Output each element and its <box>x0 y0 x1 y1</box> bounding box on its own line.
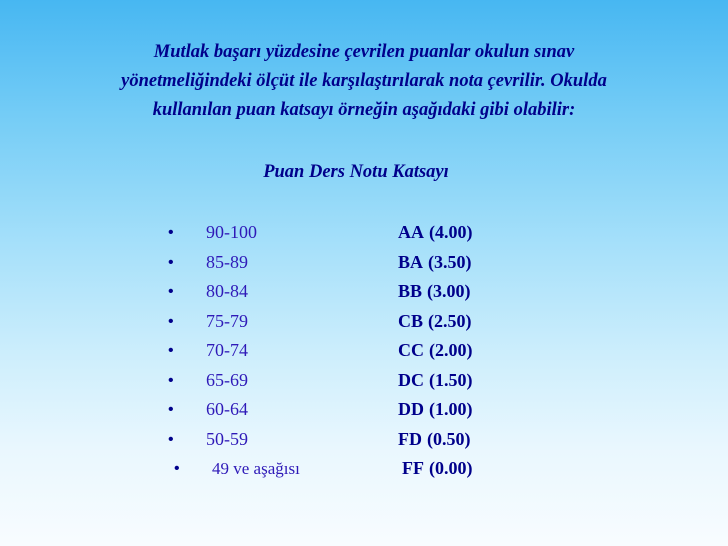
letter-grade-code: BA <box>398 251 424 272</box>
score-range: 75-79 <box>206 310 248 331</box>
bullet-icon: • <box>168 401 174 418</box>
letter-grade <box>398 218 473 248</box>
grade-row <box>168 454 528 484</box>
bullet-icon: • <box>168 371 174 389</box>
grade-row <box>168 277 528 307</box>
grade-coefficient: (2.00) <box>429 340 473 360</box>
grade-row <box>168 307 528 337</box>
bullet-icon: • <box>168 312 174 330</box>
bullet-icon: • <box>168 224 174 241</box>
letter-grade <box>398 248 472 278</box>
grade-coefficient: (0.50) <box>427 428 471 449</box>
bullet-icon: • <box>168 283 174 300</box>
grade-coefficient: (0.00) <box>429 458 473 478</box>
intro-paragraph <box>30 38 698 125</box>
grade-coefficient: (2.50) <box>428 310 472 331</box>
bullet-icon: • <box>168 342 174 359</box>
grade-row <box>168 336 528 366</box>
grade-row <box>168 366 528 396</box>
grade-row <box>168 218 528 248</box>
bullet-icon: • <box>174 460 180 477</box>
grade-coefficient: (1.00) <box>429 399 473 419</box>
grade-coefficient: (3.50) <box>428 251 472 272</box>
score-range: 70-74 <box>206 340 248 360</box>
grade-coefficient: (1.50) <box>429 369 473 390</box>
intro-line-3: kullanılan puan katsayı örneğin aşağıdaki gibi olabilir: <box>152 100 576 120</box>
letter-grade <box>402 454 473 484</box>
columns-header: Puan Ders Notu Katsayı <box>263 162 449 182</box>
score-range: 49 ve aşağısı <box>212 459 300 478</box>
score-range: 60-64 <box>206 399 248 419</box>
score-range: 80-84 <box>206 281 248 301</box>
letter-grade-code: CB <box>398 310 424 331</box>
letter-grade-code: CC <box>398 340 424 360</box>
bullet-icon: • <box>168 253 174 271</box>
letter-grade-code: AA <box>398 222 424 242</box>
bullet-icon: • <box>168 430 174 448</box>
letter-grade-code: DC <box>398 369 424 390</box>
score-range: 85-89 <box>206 251 248 272</box>
letter-grade-code: BB <box>398 281 423 301</box>
letter-grade-code: FD <box>398 428 422 449</box>
letter-grade <box>398 366 473 396</box>
letter-grade <box>398 336 473 366</box>
score-range: 65-69 <box>206 369 248 390</box>
letter-grade-code: FF <box>402 458 424 478</box>
score-range: 90-100 <box>206 222 257 242</box>
grade-row <box>168 395 528 425</box>
grade-row <box>168 425 528 455</box>
grade-coefficient: (3.00) <box>427 281 471 301</box>
letter-grade <box>398 395 473 425</box>
grade-coefficient: (4.00) <box>429 222 473 242</box>
letter-grade-code: DD <box>398 399 424 419</box>
letter-grade <box>398 425 471 455</box>
intro-line-1: Mutlak başarı yüzdesine çevrilen puanlar okulun sınav <box>153 42 575 62</box>
grade-list <box>168 218 528 484</box>
intro-line-2: yönetmeliğindeki ölçüt ile karşılaştırılarak nota çevrilir. Okulda <box>121 71 607 91</box>
grade-row <box>168 248 528 278</box>
score-range: 50-59 <box>206 428 248 449</box>
letter-grade <box>398 277 471 307</box>
letter-grade <box>398 307 472 337</box>
